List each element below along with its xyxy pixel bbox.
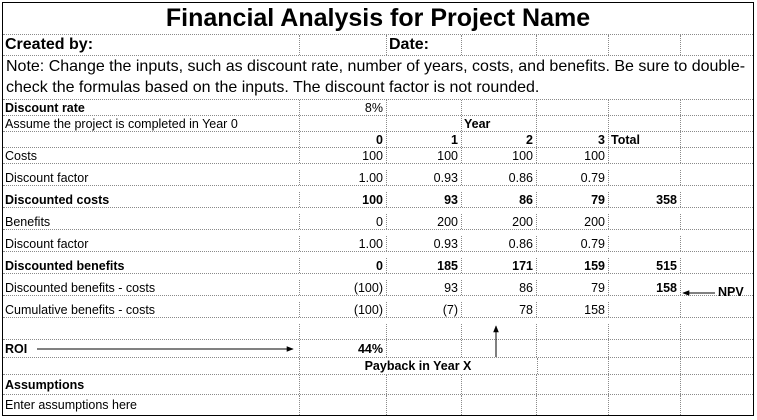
cell[interactable] (387, 395, 462, 415)
assumptions-input[interactable] (3, 395, 300, 415)
cell[interactable] (609, 395, 681, 415)
cell[interactable] (3, 132, 300, 147)
cell[interactable] (387, 324, 462, 339)
row-label: Cumulative benefits - costs (5, 302, 156, 317)
cell[interactable] (537, 100, 609, 115)
cell[interactable] (300, 324, 387, 339)
cell[interactable] (681, 358, 753, 374)
cell[interactable] (3, 324, 300, 339)
roi-cell[interactable] (300, 340, 387, 357)
data-row-discount-factor-2 (3, 236, 753, 252)
year-3-value: 159 (584, 258, 605, 273)
cell[interactable] (681, 258, 753, 273)
note-cell[interactable] (3, 56, 753, 99)
row-label-cell[interactable] (3, 302, 300, 317)
data-row-discount-factor-1 (3, 170, 753, 186)
value-cell[interactable] (387, 280, 462, 295)
total-value: 358 (656, 192, 677, 207)
value-cell[interactable] (537, 236, 609, 251)
value-cell[interactable] (462, 258, 537, 273)
title-cell[interactable] (3, 3, 753, 34)
date-label: Date: (389, 36, 430, 53)
year-0-value: (100) (353, 280, 383, 295)
year-3: 3 (598, 132, 605, 147)
total-label: Total (611, 132, 640, 147)
data-row-cumulative (3, 302, 753, 318)
row-label: Discounted benefits - costs (5, 280, 156, 295)
value-cell[interactable] (387, 236, 462, 251)
year-1-value: 93 (444, 192, 458, 207)
cell[interactable] (462, 100, 537, 115)
total-value (611, 148, 677, 163)
year-1-value: 93 (444, 280, 458, 295)
discount-rate-row (3, 100, 753, 116)
year-2-value: 100 (512, 148, 533, 163)
value-cell[interactable] (300, 236, 387, 251)
year-0-value: 0 (376, 258, 383, 273)
year-3-value: 158 (584, 302, 605, 317)
payback-cell[interactable] (300, 358, 537, 374)
npv-label: NPV (718, 285, 744, 299)
year-3-value: 0.79 (580, 236, 605, 251)
total-header[interactable] (609, 132, 681, 147)
created-by-label: Created by: (5, 36, 94, 53)
row-label-cell[interactable] (3, 170, 300, 185)
year-3-value: 200 (584, 214, 605, 229)
payback-row (3, 358, 753, 375)
year-1-value: 0.93 (433, 236, 458, 251)
cell[interactable] (387, 375, 462, 394)
year-2-value: 171 (512, 258, 533, 273)
value-cell[interactable] (300, 192, 387, 207)
date-cell[interactable] (387, 35, 462, 55)
year-2-value: 78 (519, 302, 533, 317)
year-2-value: 200 (512, 214, 533, 229)
note-row (3, 56, 753, 100)
value-cell[interactable] (537, 302, 609, 317)
blank-row (3, 324, 753, 340)
value-cell[interactable] (462, 170, 537, 185)
value-cell[interactable] (300, 148, 387, 163)
year-2: 2 (526, 132, 533, 147)
cell[interactable] (681, 35, 753, 55)
year-3-value: 79 (591, 280, 605, 295)
total-cell[interactable] (609, 214, 681, 229)
cell[interactable] (300, 116, 387, 131)
cell[interactable] (462, 324, 537, 339)
roi-label: ROI (5, 341, 28, 356)
year-2-value: 0.86 (508, 236, 533, 251)
value-cell[interactable] (537, 148, 609, 163)
data-row-net (3, 280, 753, 296)
cell[interactable] (537, 375, 609, 394)
data-row-benefits (3, 214, 753, 230)
year-1-value: 100 (437, 148, 458, 163)
row-label-cell[interactable] (3, 258, 300, 273)
value-cell[interactable] (387, 170, 462, 185)
payback-label: Payback in Year X (364, 359, 472, 373)
value-cell[interactable] (537, 170, 609, 185)
total-value: 515 (656, 258, 677, 273)
total-cell[interactable] (609, 302, 681, 317)
value-cell[interactable] (300, 214, 387, 229)
value-cell[interactable] (537, 258, 609, 273)
cell[interactable] (537, 340, 609, 357)
value-cell[interactable] (387, 148, 462, 163)
discount-rate-label: Discount rate (5, 100, 85, 115)
total-value (611, 236, 677, 251)
roi-row (3, 340, 753, 358)
cell[interactable] (681, 395, 753, 415)
cell[interactable] (609, 116, 681, 131)
row-label: Benefits (5, 214, 51, 229)
year-1-header[interactable] (387, 132, 462, 147)
total-cell[interactable] (609, 170, 681, 185)
total-cell[interactable] (609, 148, 681, 163)
value-cell[interactable] (462, 148, 537, 163)
total-value: 158 (656, 280, 677, 295)
cell[interactable] (681, 302, 753, 317)
cell[interactable] (387, 116, 462, 131)
value-cell[interactable] (462, 236, 537, 251)
value-cell[interactable] (387, 302, 462, 317)
total-value (611, 302, 677, 317)
value-cell[interactable] (387, 192, 462, 207)
cell[interactable] (681, 375, 753, 394)
year-1-value: 200 (437, 214, 458, 229)
assume-label: Assume the project is completed in Year 0 (5, 116, 238, 131)
year-0-value: 100 (362, 148, 383, 163)
year-label-cell[interactable] (462, 116, 537, 131)
cell[interactable] (462, 340, 537, 357)
roi-label-cell[interactable] (3, 340, 300, 357)
assume-cell[interactable] (3, 116, 300, 131)
year-3-value: 100 (584, 148, 605, 163)
total-cell[interactable] (609, 280, 681, 295)
year-1-value: 185 (437, 258, 458, 273)
total-cell[interactable] (609, 192, 681, 207)
cell[interactable] (609, 35, 681, 55)
cell[interactable] (609, 358, 681, 374)
cell[interactable] (537, 358, 609, 374)
row-label-cell[interactable] (3, 148, 300, 163)
cell[interactable] (681, 132, 753, 147)
cell[interactable] (537, 395, 609, 415)
total-value (611, 170, 677, 185)
discount-rate-value: 8% (364, 100, 383, 115)
page-title: Financial Analysis for Project Name (165, 4, 591, 32)
cell[interactable] (609, 340, 681, 357)
cell[interactable] (681, 340, 753, 357)
year-label: Year (464, 116, 491, 131)
cell[interactable] (681, 214, 753, 229)
cell[interactable] (681, 170, 753, 185)
year-0-value: 1.00 (358, 236, 383, 251)
total-cell[interactable] (609, 236, 681, 251)
cell[interactable] (681, 100, 753, 115)
created-by-value[interactable] (300, 35, 387, 55)
discount-rate-label-cell[interactable] (3, 100, 300, 115)
title-row (3, 3, 753, 35)
date-value[interactable] (462, 35, 537, 55)
cell[interactable] (300, 395, 387, 415)
spreadsheet (2, 2, 754, 416)
year-3-header[interactable] (537, 132, 609, 147)
year-0-value: (100) (353, 302, 383, 317)
value-cell[interactable] (462, 214, 537, 229)
cell[interactable] (462, 395, 537, 415)
cell[interactable] (681, 324, 753, 339)
value-cell[interactable] (537, 192, 609, 207)
value-cell[interactable] (300, 280, 387, 295)
value-cell[interactable] (462, 302, 537, 317)
cell[interactable] (609, 375, 681, 394)
cell[interactable] (609, 100, 681, 115)
year-3-value: 0.79 (580, 170, 605, 185)
data-row-costs (3, 148, 753, 164)
value-cell[interactable] (300, 302, 387, 317)
assume-row (3, 116, 753, 132)
year-0: 0 (376, 132, 383, 147)
cell[interactable] (681, 192, 753, 207)
cell[interactable] (462, 375, 537, 394)
cell[interactable] (3, 358, 300, 374)
data-row-discounted-benefits (3, 258, 753, 274)
assumptions-text-row (3, 395, 753, 415)
value-cell[interactable] (387, 258, 462, 273)
total-value (611, 214, 677, 229)
discount-rate-input[interactable] (300, 100, 387, 115)
value-cell[interactable] (462, 192, 537, 207)
year-3-value: 79 (591, 192, 605, 207)
row-label-cell[interactable] (3, 236, 300, 251)
cell[interactable] (681, 148, 753, 163)
cell[interactable] (387, 340, 462, 357)
assumptions-label-cell[interactable] (3, 375, 300, 394)
value-cell[interactable] (300, 258, 387, 273)
year-2-value: 86 (519, 192, 533, 207)
year-0-value: 100 (362, 192, 383, 207)
value-cell[interactable] (537, 214, 609, 229)
year-0-value: 0 (376, 214, 383, 229)
row-label-cell[interactable] (3, 192, 300, 207)
value-cell[interactable] (300, 170, 387, 185)
created-row (3, 35, 753, 56)
assumptions-label: Assumptions (5, 377, 85, 392)
year-1-value: 0.93 (433, 170, 458, 185)
row-label: Discount factor (5, 236, 89, 251)
note-text: Note: Change the inputs, such as discount rate, number of years, costs, and benefits. Be sure to double-check the formulas based on the inputs. The discount factor is not rounded. (6, 58, 746, 96)
row-label: Discounted costs (5, 192, 110, 207)
value-cell[interactable] (387, 214, 462, 229)
cell[interactable] (609, 324, 681, 339)
assumptions-row (3, 375, 753, 395)
year-2-value: 0.86 (508, 170, 533, 185)
year-1-value: (7) (442, 302, 458, 317)
year-1: 1 (451, 132, 458, 147)
total-cell[interactable] (609, 258, 681, 273)
assumptions-text: Enter assumptions here (5, 398, 138, 412)
row-label-cell[interactable] (3, 280, 300, 295)
roi-value: 44% (357, 341, 383, 356)
row-label-cell[interactable] (3, 214, 300, 229)
cell[interactable] (681, 236, 753, 251)
year-0-value: 1.00 (358, 170, 383, 185)
year-0-header[interactable] (300, 132, 387, 147)
cell[interactable] (537, 116, 609, 131)
value-cell[interactable] (462, 280, 537, 295)
cell[interactable] (537, 35, 609, 55)
year-2-value: 86 (519, 280, 533, 295)
cell[interactable] (537, 324, 609, 339)
year-header-row (3, 132, 753, 148)
cell[interactable] (300, 375, 387, 394)
row-label: Discounted benefits (5, 258, 125, 273)
row-label: Costs (5, 148, 37, 163)
data-row-discounted-costs (3, 192, 753, 208)
created-by-cell[interactable] (3, 35, 300, 55)
cell[interactable] (387, 100, 462, 115)
row-label: Discount factor (5, 170, 89, 185)
cell[interactable] (681, 116, 753, 131)
value-cell[interactable] (537, 280, 609, 295)
year-2-header[interactable] (462, 132, 537, 147)
